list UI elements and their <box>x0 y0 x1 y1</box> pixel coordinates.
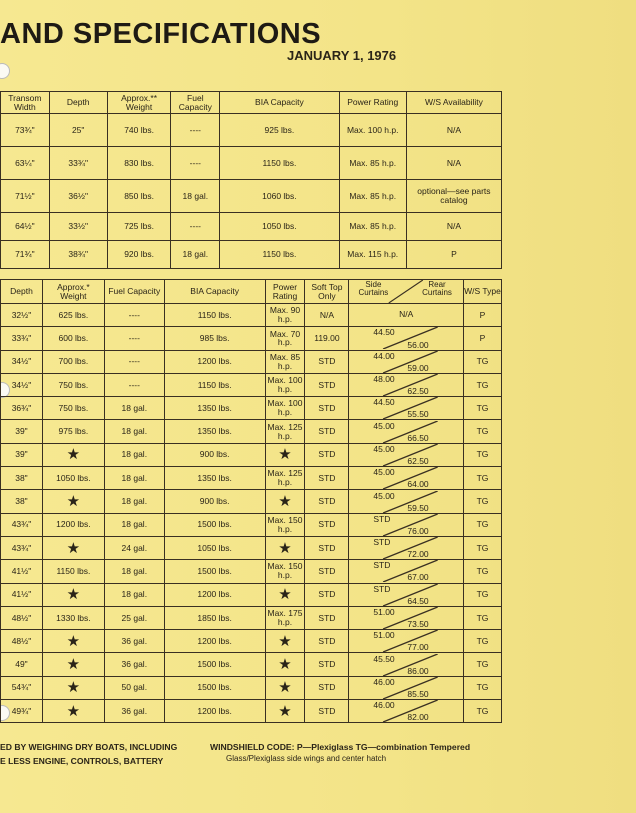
table-row <box>1 350 502 373</box>
table-cell <box>265 443 305 466</box>
table-cell: STD <box>305 583 349 606</box>
star-icon: ★ <box>66 539 81 557</box>
diagonal-divider <box>349 677 463 699</box>
table-cell: TG <box>464 700 502 723</box>
column-header: Power Rating <box>339 92 406 114</box>
table-cell: 49" <box>1 653 43 676</box>
diagonal-divider <box>349 351 463 373</box>
table-cell: 18 gal. <box>104 583 164 606</box>
column-header: Approx.** Weight <box>107 92 171 114</box>
table-cell: 1050 lbs. <box>42 467 104 490</box>
star-icon: ★ <box>66 586 81 604</box>
table-cell: 985 lbs. <box>164 327 265 350</box>
column-header: Soft Top Only <box>305 280 349 304</box>
column-header: Transom Width <box>1 92 50 114</box>
table-cell: 33¾" <box>49 147 107 180</box>
rear-curtains-value: 85.50 <box>407 688 429 699</box>
table-row <box>1 397 502 420</box>
table-cell: 900 lbs. <box>164 490 265 513</box>
table-cell: Max. 100 h.p. <box>339 114 406 147</box>
side-curtains-value: 45.50 <box>373 653 395 664</box>
table-cell: ---- <box>171 114 220 147</box>
curtains-cell <box>349 513 464 536</box>
table-cell: 25" <box>49 114 107 147</box>
side-curtains-value: STD <box>373 513 391 524</box>
table-cell: N/A <box>406 213 501 241</box>
side-curtains-value: 46.00 <box>373 676 395 687</box>
table-row <box>1 560 502 583</box>
table-cell: 50 gal. <box>104 676 164 699</box>
table-cell: STD <box>305 513 349 536</box>
table-cell: 1500 lbs. <box>164 676 265 699</box>
star-icon: ★ <box>278 493 292 511</box>
table-cell: Max. 90 h.p. <box>265 304 305 327</box>
binder-hole-top <box>0 63 10 79</box>
column-header: Depth <box>1 280 43 304</box>
curtains-cell <box>349 304 464 327</box>
table-cell: TG <box>464 373 502 396</box>
column-header: W/S Type <box>464 280 502 304</box>
column-header: Fuel Capacity <box>104 280 164 304</box>
curtains-cell <box>349 373 464 396</box>
document-date: JANUARY 1, 1976 <box>287 48 397 63</box>
rear-curtains-value: 77.00 <box>407 642 429 653</box>
table-cell: STD <box>305 653 349 676</box>
table-cell <box>265 536 305 559</box>
table-cell: P <box>464 304 502 327</box>
table-cell: 18 gal. <box>104 560 164 583</box>
table-cell: 1200 lbs. <box>164 583 265 606</box>
side-curtains-value: 44.50 <box>373 397 395 408</box>
diagonal-divider <box>349 444 463 466</box>
table-cell: 725 lbs. <box>107 213 171 241</box>
table-row <box>1 700 502 723</box>
table-cell: P <box>464 327 502 350</box>
table-cell: TG <box>464 630 502 653</box>
table-cell: 36¾" <box>1 397 43 420</box>
table-cell: TG <box>464 560 502 583</box>
side-curtains-value: 45.00 <box>373 420 395 431</box>
table-cell: Max. 125 h.p. <box>265 467 305 490</box>
star-icon: ★ <box>278 586 292 604</box>
table-cell: 43¾" <box>1 536 43 559</box>
table-cell: TG <box>464 583 502 606</box>
table-cell: 18 gal. <box>104 397 164 420</box>
table-cell: TG <box>464 350 502 373</box>
side-curtains-value: 45.00 <box>373 443 395 454</box>
table-cell <box>42 630 104 653</box>
rear-curtains-value: 56.00 <box>407 339 429 350</box>
diagonal-divider <box>349 700 463 722</box>
side-curtains-value: 51.00 <box>373 630 395 641</box>
side-curtains-value: 44.00 <box>373 350 395 361</box>
table-cell: TG <box>464 420 502 443</box>
table-cell: 32½" <box>1 304 43 327</box>
table-cell: STD <box>305 536 349 559</box>
footnote-line-2: E LESS ENGINE, CONTROLS, BATTERY <box>0 756 164 766</box>
star-icon: ★ <box>278 632 292 650</box>
table-cell: TG <box>464 606 502 629</box>
side-curtains-value: 51.00 <box>373 607 395 617</box>
column-header: Approx.* Weight <box>42 280 104 304</box>
curtains-cell <box>349 676 464 699</box>
diagonal-divider <box>349 584 463 606</box>
table-cell: 625 lbs. <box>42 304 104 327</box>
table-cell <box>42 490 104 513</box>
page-title: AND SPECIFICATIONS <box>0 18 322 50</box>
table-cell: 41½" <box>1 560 43 583</box>
column-header: BIA Capacity <box>220 92 339 114</box>
table-cell: 43¾" <box>1 513 43 536</box>
table-row <box>1 147 502 180</box>
table-row <box>1 676 502 699</box>
table-cell: TG <box>464 443 502 466</box>
table-cell: P <box>406 241 501 269</box>
table-cell: STD <box>305 467 349 490</box>
rear-curtains-value: 59.00 <box>407 362 429 373</box>
table-cell: 925 lbs. <box>220 114 339 147</box>
table-cell: optional—see parts catalog <box>406 180 501 213</box>
diagonal-divider <box>349 467 463 489</box>
star-icon: ★ <box>278 679 292 697</box>
table-cell: 1150 lbs. <box>220 147 339 180</box>
table-cell: 18 gal. <box>104 420 164 443</box>
table-cell: STD <box>305 373 349 396</box>
table-cell: 1850 lbs. <box>164 606 265 629</box>
table-cell <box>42 676 104 699</box>
table-cell: 1060 lbs. <box>220 180 339 213</box>
table-cell: 48½" <box>1 606 43 629</box>
column-header: Fuel Capacity <box>171 92 220 114</box>
column-header: Power Rating <box>265 280 305 304</box>
table-cell: STD <box>305 490 349 513</box>
table-row <box>1 513 502 536</box>
table-cell: 1050 lbs. <box>164 536 265 559</box>
table-cell: STD <box>305 676 349 699</box>
table-cell: 18 gal. <box>104 467 164 490</box>
table-cell: ---- <box>171 213 220 241</box>
side-curtains-value: 46.00 <box>373 700 395 711</box>
table-cell: STD <box>305 630 349 653</box>
table-cell: 1200 lbs. <box>42 513 104 536</box>
table-cell: 38" <box>1 467 43 490</box>
star-icon: ★ <box>66 656 81 674</box>
star-icon: ★ <box>66 702 81 720</box>
table-row <box>1 304 502 327</box>
table-cell: STD <box>305 350 349 373</box>
curtains-cell <box>349 606 464 629</box>
table-cell: Max. 150 h.p. <box>265 560 305 583</box>
table-cell <box>265 653 305 676</box>
table-cell: TG <box>464 490 502 513</box>
table-cell: ---- <box>104 304 164 327</box>
table-cell: N/A <box>305 304 349 327</box>
table-cell <box>42 443 104 466</box>
table-row <box>1 180 502 213</box>
table-cell: 18 gal. <box>104 490 164 513</box>
side-curtains-value: 45.00 <box>373 490 395 501</box>
table-cell: 1500 lbs. <box>164 560 265 583</box>
side-curtains-value: STD <box>373 560 391 571</box>
table-row <box>1 606 502 629</box>
table-cell: TG <box>464 676 502 699</box>
table-cell: 1150 lbs. <box>164 373 265 396</box>
table-cell: 900 lbs. <box>164 443 265 466</box>
table-row <box>1 653 502 676</box>
table-cell: 1150 lbs. <box>164 304 265 327</box>
star-icon: ★ <box>66 632 81 650</box>
side-curtains-value: 44.50 <box>373 327 395 338</box>
table-cell: Max. 85 h.p. <box>339 180 406 213</box>
table-cell: ---- <box>104 350 164 373</box>
table-row <box>1 490 502 513</box>
table-cell: Max. 85 h.p. <box>265 350 305 373</box>
column-header: W/S Availability <box>406 92 501 114</box>
table-cell <box>265 490 305 513</box>
table-cell: STD <box>305 420 349 443</box>
table-cell: 1500 lbs. <box>164 513 265 536</box>
table-cell: 34½" <box>1 350 43 373</box>
column-header: Depth <box>49 92 107 114</box>
table-cell: 750 lbs. <box>42 397 104 420</box>
table-cell: 48½" <box>1 630 43 653</box>
diagonal-divider <box>349 327 463 349</box>
table-row <box>1 241 502 269</box>
diagonal-divider <box>349 654 463 676</box>
curtains-cell <box>349 583 464 606</box>
diagonal-divider <box>349 630 463 652</box>
table-cell: 850 lbs. <box>107 180 171 213</box>
table-cell: 1330 lbs. <box>42 606 104 629</box>
table-cell <box>265 676 305 699</box>
table-row <box>1 583 502 606</box>
table-cell: 33½" <box>49 213 107 241</box>
table-cell: Max. 70 h.p. <box>265 327 305 350</box>
table-cell: 49¾" <box>1 700 43 723</box>
table-row <box>1 373 502 396</box>
curtains-cell <box>349 700 464 723</box>
table-cell: 25 gal. <box>104 606 164 629</box>
curtains-cell <box>349 560 464 583</box>
star-icon: ★ <box>278 702 292 720</box>
footnote-line-1: ED BY WEIGHING DRY BOATS, INCLUDING <box>0 742 178 752</box>
rear-curtains-value: 66.50 <box>407 432 429 443</box>
table-cell: 1200 lbs. <box>164 700 265 723</box>
table-cell: TG <box>464 513 502 536</box>
table-cell: 119.00 <box>305 327 349 350</box>
star-icon: ★ <box>66 446 81 464</box>
curtains-cell <box>349 467 464 490</box>
table-cell: 1200 lbs. <box>164 630 265 653</box>
table-cell: 36 gal. <box>104 700 164 723</box>
side-curtains-value: STD <box>373 583 391 594</box>
table-cell: 18 gal. <box>171 180 220 213</box>
table-cell: 73¾" <box>1 114 50 147</box>
table-cell: Max. 125 h.p. <box>265 420 305 443</box>
star-icon: ★ <box>278 446 292 464</box>
table-cell: TG <box>464 653 502 676</box>
table-row <box>1 114 502 147</box>
table-cell: 33¾" <box>1 327 43 350</box>
diagonal-divider <box>349 514 463 536</box>
star-icon: ★ <box>278 656 292 674</box>
table-cell: TG <box>464 536 502 559</box>
table-cell: TG <box>464 467 502 490</box>
table-cell: STD <box>305 560 349 583</box>
table-row <box>1 630 502 653</box>
table-cell: Max. 175 h.p. <box>265 606 305 629</box>
rear-curtains-value: 72.00 <box>407 549 429 560</box>
diagonal-divider <box>349 560 463 582</box>
curtains-cell <box>349 420 464 443</box>
table-row <box>1 536 502 559</box>
table-cell: 41½" <box>1 583 43 606</box>
rear-curtains-value: 76.00 <box>407 525 429 536</box>
table-cell: 1350 lbs. <box>164 467 265 490</box>
curtains-cell <box>349 653 464 676</box>
table-cell: Max. 150 h.p. <box>265 513 305 536</box>
table-cell <box>265 700 305 723</box>
column-header: BIA Capacity <box>164 280 265 304</box>
table-cell: 39" <box>1 420 43 443</box>
table-cell: 34½" <box>1 373 43 396</box>
table-cell: 36 gal. <box>104 630 164 653</box>
table-cell: 38" <box>1 490 43 513</box>
table-cell: Max. 100 h.p. <box>265 373 305 396</box>
table-cell: ---- <box>171 147 220 180</box>
table-cell <box>42 536 104 559</box>
table-row <box>1 420 502 443</box>
curtains-cell <box>349 397 464 420</box>
table-cell: 18 gal. <box>171 241 220 269</box>
table-cell: 38¾" <box>49 241 107 269</box>
rear-curtains-value: 64.50 <box>407 595 429 606</box>
table-cell: 36 gal. <box>104 653 164 676</box>
table-cell: ---- <box>104 373 164 396</box>
table-cell: 1150 lbs. <box>42 560 104 583</box>
table-cell: N/A <box>406 147 501 180</box>
table-cell: 18 gal. <box>104 513 164 536</box>
rear-curtains-value: 59.50 <box>407 502 429 513</box>
star-icon: ★ <box>278 539 292 557</box>
diagonal-divider <box>349 607 463 629</box>
curtains-header <box>349 280 464 304</box>
table-cell: 1350 lbs. <box>164 397 265 420</box>
curtains-cell <box>349 327 464 350</box>
table-cell: 750 lbs. <box>42 373 104 396</box>
table-cell: 1200 lbs. <box>164 350 265 373</box>
rear-curtains-value: 82.00 <box>407 712 429 723</box>
star-icon: ★ <box>66 679 81 697</box>
table-cell: 24 gal. <box>104 536 164 559</box>
table-cell: STD <box>305 397 349 420</box>
specs-table-upper <box>0 91 502 269</box>
side-curtains-value: N/A <box>399 309 414 320</box>
side-curtains-value: STD <box>373 537 391 548</box>
table-row <box>1 327 502 350</box>
rear-curtains-header: Rear Curtains <box>422 280 452 298</box>
rear-curtains-value: 64.00 <box>407 479 429 490</box>
table-cell: Max. 85 h.p. <box>339 147 406 180</box>
diagonal-divider <box>349 374 463 396</box>
table-cell: Max. 115 h.p. <box>339 241 406 269</box>
table-cell: 1350 lbs. <box>164 420 265 443</box>
table-cell: 1050 lbs. <box>220 213 339 241</box>
diagonal-divider <box>349 491 463 513</box>
diagonal-divider <box>349 397 463 419</box>
table-cell: 740 lbs. <box>107 114 171 147</box>
table-cell: Max. 100 h.p. <box>265 397 305 420</box>
table-row <box>1 443 502 466</box>
rear-curtains-value: 55.50 <box>407 409 429 420</box>
star-icon: ★ <box>66 493 81 511</box>
specs-table-lower <box>0 279 502 723</box>
diagonal-divider <box>349 421 463 443</box>
table-cell: 600 lbs. <box>42 327 104 350</box>
table-cell: 64½" <box>1 213 50 241</box>
table-cell <box>42 653 104 676</box>
side-curtains-header: Side Curtains <box>358 280 389 298</box>
table-cell <box>42 700 104 723</box>
curtains-cell <box>349 536 464 559</box>
table-cell: Max. 85 h.p. <box>339 213 406 241</box>
curtains-cell <box>349 443 464 466</box>
table-cell: STD <box>305 700 349 723</box>
table-cell <box>42 583 104 606</box>
table-cell <box>265 583 305 606</box>
rear-curtains-value: 86.00 <box>407 665 429 676</box>
side-curtains-value: 45.00 <box>373 467 395 478</box>
table-cell: 39" <box>1 443 43 466</box>
table-cell <box>265 630 305 653</box>
table-cell: STD <box>305 443 349 466</box>
table-cell: 700 lbs. <box>42 350 104 373</box>
windshield-code-detail: Glass/Plexiglass side wings and center hatch <box>226 754 387 763</box>
table-cell: 975 lbs. <box>42 420 104 443</box>
table-cell: 1150 lbs. <box>220 241 339 269</box>
rear-curtains-value: 62.50 <box>407 456 429 466</box>
table-cell: 71½" <box>1 180 50 213</box>
table-cell: 63¼" <box>1 147 50 180</box>
table-cell: TG <box>464 397 502 420</box>
rear-curtains-value: 73.50 <box>407 619 429 630</box>
table-cell: 920 lbs. <box>107 241 171 269</box>
table-cell: 54¾" <box>1 676 43 699</box>
diagonal-divider <box>349 537 463 559</box>
table-cell: 71¾" <box>1 241 50 269</box>
table-cell: N/A <box>406 114 501 147</box>
table-cell: STD <box>305 606 349 629</box>
windshield-code: WINDSHIELD CODE: P—Plexiglass TG—combination Tempered <box>210 742 471 752</box>
curtains-cell <box>349 350 464 373</box>
table-cell: 1500 lbs. <box>164 653 265 676</box>
rear-curtains-value: 67.00 <box>407 572 429 583</box>
table-row <box>1 213 502 241</box>
curtains-cell <box>349 490 464 513</box>
table-cell: 830 lbs. <box>107 147 171 180</box>
curtains-cell <box>349 630 464 653</box>
rear-curtains-value: 62.50 <box>407 386 429 397</box>
table-row <box>1 467 502 490</box>
table-cell: ---- <box>104 327 164 350</box>
side-curtains-value: 48.00 <box>373 374 395 385</box>
table-cell: 36½" <box>49 180 107 213</box>
table-cell: 18 gal. <box>104 443 164 466</box>
